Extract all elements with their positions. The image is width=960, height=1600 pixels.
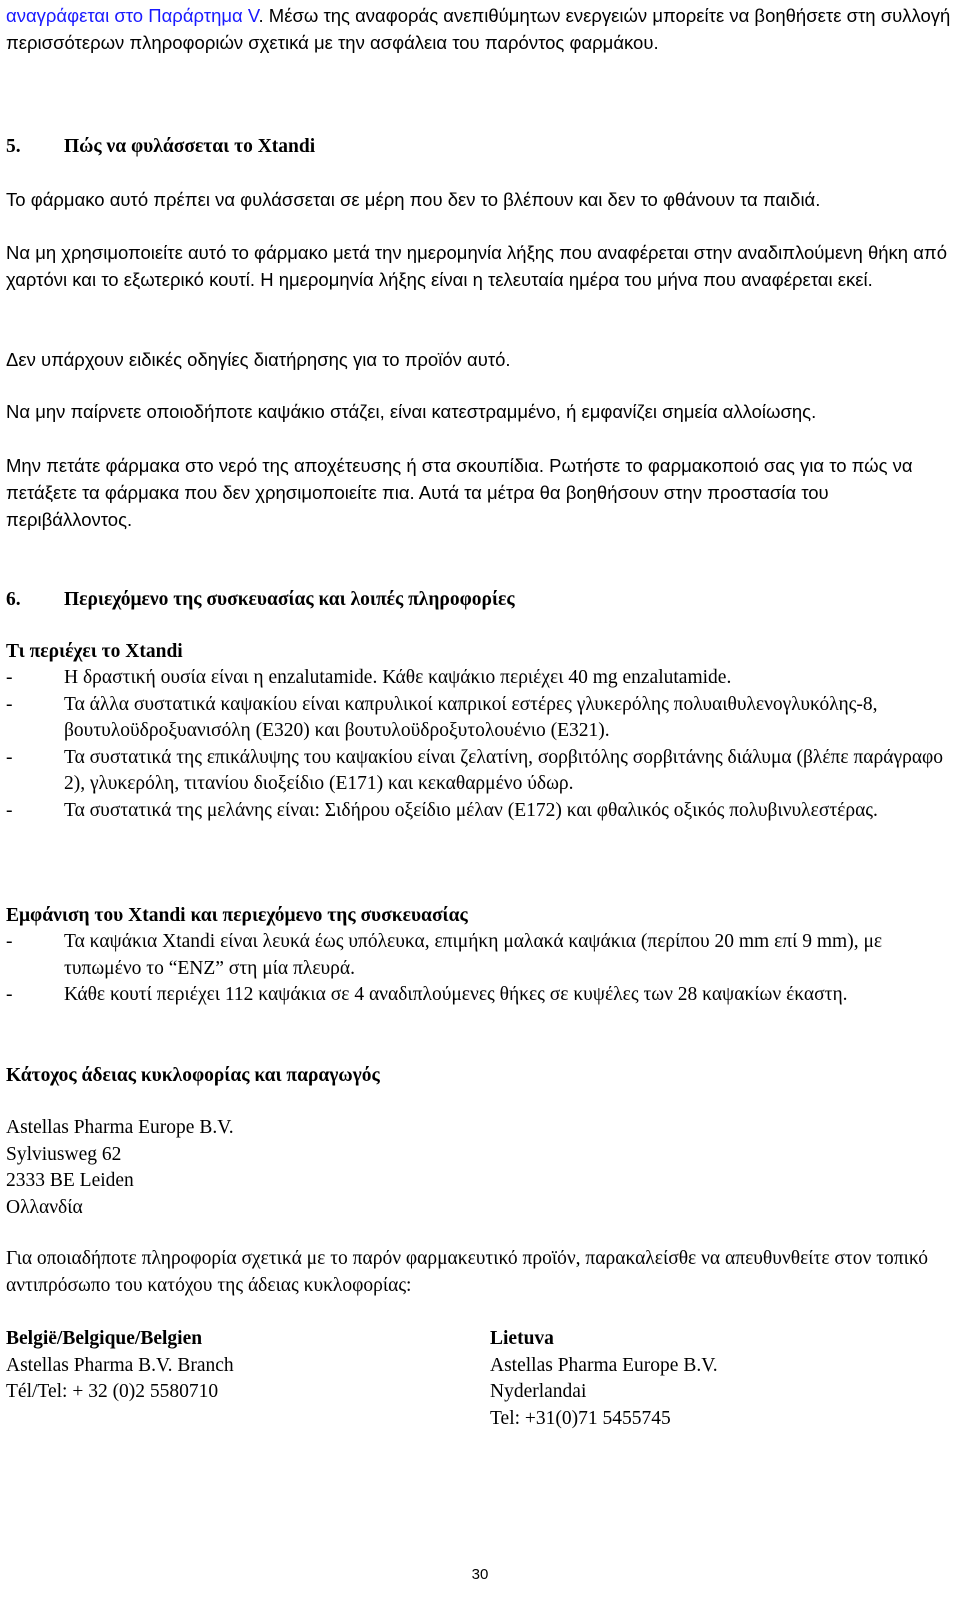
section-6-heading xyxy=(6,587,951,614)
appearance-list xyxy=(6,929,951,1009)
list-item: - Τα συστατικά της επικάλυψης του καψακίου είναι ζελατίνη, σορβιτόλης σορβιτάνης διάλυμα (βλέπε παράγραφο 2), γλυκερόλη, τιτανίου διοξείδιο (E171) και κεκαθαρμένο ύδωρ. xyxy=(6,746,944,794)
representative-belgium xyxy=(6,1326,426,1406)
address-line: Sylviusweg 62 xyxy=(6,1143,122,1165)
page-number: 30 xyxy=(471,1566,489,1583)
contains-list xyxy=(6,665,951,824)
section-6-title: Περιεχόμενο της συσκευασίας και λοιπές πληροφορίες xyxy=(64,589,515,610)
representative-country: België/Belgique/Belgien xyxy=(6,1328,203,1349)
list-item: - Τα άλλα συστατικά καψακίου είναι καπρυλικοί καπρικοί εστέρες γλυκερόλης πολυαιθυλενογλυκόλης-8, βουτυλοϋδροξυανισόλη (E320) και βουτυλοϋδροξυτολουένιο (E321). xyxy=(6,693,878,741)
address-line: 2333 BE Leiden xyxy=(6,1170,134,1191)
section-5-paragraph-1: Το φάρμακο αυτό πρέπει να φυλάσσεται σε μέρη που δεν το βλέπουν και δεν το φθάνουν τα παιδιά. xyxy=(6,189,821,210)
section-5-paragraph-2: Να μη χρησιμοποιείτε αυτό το φάρμακο μετά την ημερομηνία λήξης που αναφέρεται στην αναδιπλούμενη θήκη από χαρτόνι και το εξωτερικό κουτί. Η ημερομηνία λήξης είναι η τελευταία ημέρα του μήνα που αναφέρεται εκεί. xyxy=(6,242,947,290)
address-line: Astellas Pharma Europe B.V. xyxy=(6,1117,234,1138)
list-item: - Κάθε κουτί περιέχει 112 καψάκια σε 4 αναδιπλούμενες θήκες σε κυψέλες των 28 καψακίων έκαστη. xyxy=(6,984,848,1005)
representative-lithuania xyxy=(490,1326,910,1432)
contact-paragraph: Για οποιαδήποτε πληροφορία σχετικά με το παρόν φαρμακευτικό προϊόν, παρακαλείσθε να απευθυνθείτε στον τοπικό αντιπρόσωπο του κατόχου της άδειας κυκλοφορίας: xyxy=(6,1248,929,1296)
section-5-title: Πώς να φυλάσσεται το Xtandi xyxy=(64,136,316,157)
address-line: Ολλανδία xyxy=(6,1196,83,1218)
section-6-number: 6. xyxy=(6,589,21,610)
representative-country: Lietuva xyxy=(490,1328,554,1349)
list-item: - Τα συστατικά της μελάνης είναι: Σιδήρου οξείδιο μέλαν (E172) και φθαλικός οξικός πολυβινυλεστέρας. xyxy=(6,799,878,821)
representative-line: Tél/Tel: + 32 (0)2 5580710 xyxy=(6,1381,219,1402)
holder-address xyxy=(6,1115,951,1221)
holder-heading: Κάτοχος άδειας κυκλοφορίας και παραγωγός xyxy=(6,1065,380,1086)
contains-heading: Τι περιέχει το Xtandi xyxy=(6,641,183,662)
section-5-number: 5. xyxy=(6,136,21,157)
list-item: - Τα καψάκια Xtandi είναι λευκά έως υπόλευκα, επιμήκη μαλακά καψάκια (περίπου 20 mm επί 9 mm), με τυπωμένο το “ENZ” στη μία πλευρά. xyxy=(6,931,883,979)
section-5-paragraph-5: Μην πετάτε φάρμακα στο νερό της αποχέτευσης ή στα σκουπίδια. Ρωτήστε το φαρμακοποιό σας για το πώς να πετάξετε τα φάρμακα που δεν χρησιμοποιείτε πια. Αυτά τα μέτρα θα βοηθήσουν στην προστασία του περιβάλλοντος. xyxy=(6,455,913,530)
intro-paragraph: αναγράφεται στο Παράρτημα V. Μέσω της αναφοράς ανεπιθύμητων ενεργειών μπορείτε να βοηθήσετε στη συλλογή περισσότερων πληροφοριών σχετικά με την ασφάλεια του παρόντος φαρμάκου. xyxy=(6,5,951,53)
representative-line: Tel: +31(0)71 5455745 xyxy=(490,1407,671,1429)
representative-line: Nyderlandai xyxy=(490,1381,587,1402)
appearance-heading: Εμφάνιση του Xtandi και περιεχόμενο της συσκευασίας xyxy=(6,905,468,926)
representative-line: Astellas Pharma Europe B.V. xyxy=(490,1354,718,1376)
list-item: - Η δραστική ουσία είναι η enzalutamide. Κάθε καψάκιο περιέχει 40 mg enzalutamide. xyxy=(6,667,732,688)
representative-line: Astellas Pharma B.V. Branch xyxy=(6,1354,234,1376)
section-5-paragraph-4: Να μην παίρνετε οποιοδήποτε καψάκιο στάζει, είναι κατεστραμμένο, ή εμφανίζει σημεία αλλοίωσης. xyxy=(6,401,817,422)
annex-v-link[interactable]: αναγράφεται στο Παράρτημα V xyxy=(6,5,259,26)
section-5-paragraph-3: Δεν υπάρχουν ειδικές οδηγίες διατήρησης για το προϊόν αυτό. xyxy=(6,349,511,370)
section-5-heading xyxy=(6,134,951,161)
